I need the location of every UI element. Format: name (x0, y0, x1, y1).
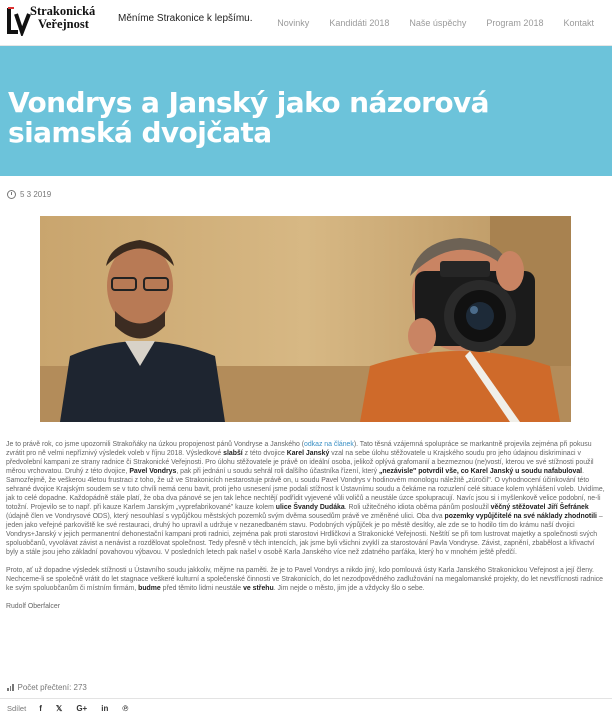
bold-run: ulice Švandy Dudáka (275, 504, 345, 511)
share-bar (0, 698, 612, 717)
site-logo[interactable] (6, 4, 106, 40)
main-nav (267, 0, 612, 45)
text-run: (údajně člen ve Vondrysové ODS), který nesouhlasí s vypůjčkou městských pozemků svým dvěma sousedům právě ve změněné ulici. Oba dva (6, 513, 445, 520)
logo-line-2: Veřejnost (38, 17, 89, 31)
bold-run: slabší (223, 450, 243, 457)
logo-line-1: Strakonická (30, 4, 96, 18)
clock-icon (7, 190, 16, 199)
read-count-text: Počet přečtení: 273 (17, 683, 87, 692)
post-date-text: 5 3 2019 (20, 190, 52, 199)
site-header (0, 0, 612, 46)
text-run: Je to právě rok, co jsme upozornili Strakoňáky na úzkou propojenost pánů Vondryse a Janského ( (6, 441, 304, 448)
hero-banner (0, 46, 612, 176)
article-paragraph-1 (6, 440, 606, 557)
text-run: Proto, ať už dopadne výsledek stížnosti u Ústavního soudu jakkoliv, mějme na paměti. že je to Pavel Vondrys a nikdo jiný, kdo pomlouvá ústy Karla Janského Strakonickou Veřejnost a její členy. Nechceme-li se společně vrátit do let stagnace veškeré kulturní a společenské činnosti ve Strakonicích, do let nezodpovědného zadlužování na megalomanské projekty, do let nevstřícnosti radnice ke svým spoluobčanům či místním firmám, (6, 567, 604, 592)
nav-nase-uspechy[interactable]: Naše úspěchy (409, 17, 467, 28)
facebook-icon[interactable]: f (39, 703, 42, 713)
text-run: z této dvojice (242, 450, 287, 457)
twitter-icon[interactable]: 𝕏 (55, 703, 63, 713)
text-run: . Jim nejde o město, jim jde a vždycky šlo o sebe. (273, 585, 425, 592)
bold-run: Pavel Vondrys (129, 468, 177, 475)
text-run: před těmito lidmi neustále (160, 585, 244, 592)
bold-run: věčný stěžovatel Jiří Šefránek (490, 504, 589, 511)
pinterest-icon[interactable]: ℗ (122, 703, 129, 713)
text-run: . Roli užitečného idiota oběma pánům posloužil (344, 504, 491, 511)
linkedin-icon[interactable]: in (101, 703, 109, 713)
read-count (7, 683, 87, 692)
photo-illustration (40, 216, 571, 422)
post-date (7, 190, 51, 199)
text-run: vzal na sebe úlohu stěžovatele u Krajského soudu pro jeho údajnou diskriminaci v předvolební kampani ze strany radnice či Strakonické Veřejnosti. Pro úlohu stěžovatele je právě on ideální osoba, jelikož oplývá grafomanií a bezmeznou (ne)vostí, kterou ve své stížnosti použil měrou vrchovatou. Druhý z této dvojice, (6, 450, 594, 475)
logo-emblem-icon (6, 6, 32, 36)
nav-kandidati[interactable]: Kandidáti 2018 (329, 17, 390, 28)
page-title: Vondrys a Janský jako názorová siamská dvojčata (8, 86, 489, 149)
article-paragraph-2 (6, 566, 606, 593)
nav-novinky[interactable]: Novinky (277, 17, 310, 28)
nav-kontakt[interactable]: Kontakt (563, 17, 594, 28)
bold-run: pozemky vypůjčitelé na své náklady zhodnotili (444, 513, 597, 520)
article-link[interactable]: odkaz na článek (304, 441, 354, 448)
bold-run: Karel Janský (286, 450, 330, 457)
bold-run: budme (138, 585, 161, 592)
google-plus-icon[interactable]: G+ (76, 703, 88, 713)
share-label: Sdílet (7, 703, 27, 713)
text-run: . Samozřejmě, že veškerou 4letou frustraci z toho, že už ve Strakonicích nestarostuje právě on, u soudu Pavel Vondrys v hodinovém monologu náležitě „zúročil". O vyhodnocení účinkování této sehrané dvojice Krajským soudem se v tuto chvíli nemá cenu bavit, proti jeho usnesení jsme podali stížnost k Ústavnímu soudu a čekáme na rozuzlení celé situace kolem vyhlášení voleb. Uvidíme, jak to celé dopadne. Každopádně stále platí, že oba dva pánové se jen tak lehce nechtějí podřídit vyjevené vůli voličů a neustále úzce spolupracují. Navíc jsou si i myšlenkově velice podobní, ne-li totožní. Projevilo se to např. při kauze Karlem Janským „vyprefabrikované" kauze kolem (6, 468, 605, 511)
text-run: ). Tato těsná vzájemná spolupráce se markantně projevila zejména při pokusu zvrátit pro ně velmi nepříznivý výsledek voleb v říjnu 2018. Výsledkové (6, 441, 592, 457)
text-run: – jeden jako veřejné parkoviště ke své restauraci, druhý ho upravil a udržuje v nezanedbaném stavu. Podobných výpůjček je po městě desítky, ale zde se to hodilo tím do krámu naší dvojici Vondrys+Janský v jejich permanentní dehonestační kampani proti radnici, zejména pak proti starostovi Hrdličkovi a Strakonické Veřejnosti. Neštítí se při tom lustrovat majetky a společnosti svých spoluobčanů, vyvolávat závist a nenávist a rozdělovat společnost. Tedy přesně v těch intencích, jak jsme byli všichni zvyklí za starostování Pavla Vondryse. Závist, zapnění, zbabělost a křivactví byly a stále jsou jeho základní povahovou výbavou. V posledních letech pak našel v osobě Karla Janského více než zdatného parťáka, který ho v mnohém ještě předčí. (6, 513, 603, 556)
article-body (6, 440, 606, 620)
bar-chart-icon (7, 684, 14, 691)
text-run: , pak při jednání u soudu sehrál roli dalšího účastníka řízení, který (176, 468, 379, 475)
site-tagline: Měníme Strakonice k lepšímu. (118, 13, 253, 24)
bold-run: „nezávisle" potvrdil vše, co Karel Janský u soudu nafabuloval (378, 468, 583, 475)
nav-program[interactable]: Program 2018 (486, 17, 544, 28)
article-photo (40, 216, 571, 422)
article-author: Rudolf Oberfalcer (6, 603, 61, 610)
logo-text (30, 5, 95, 31)
bold-run: ve střehu (243, 585, 274, 592)
